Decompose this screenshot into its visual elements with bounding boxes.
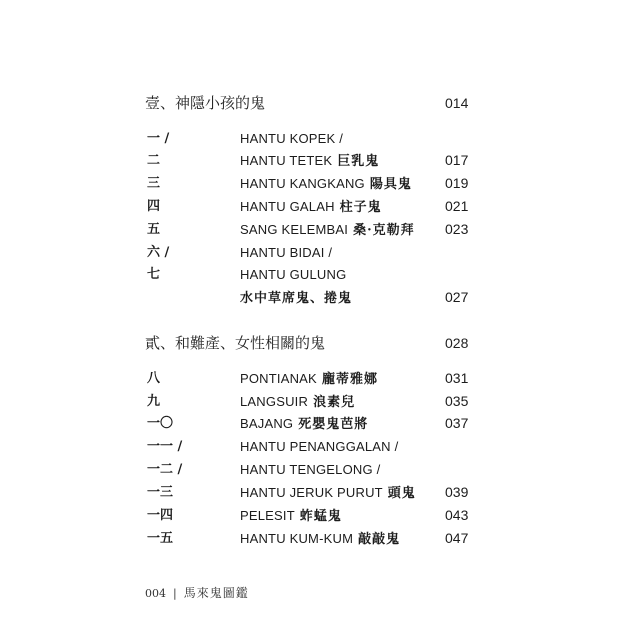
- entry-chinese-name: 桑·克勒拜: [353, 223, 415, 238]
- entry-name: HANTU GULUNG: [240, 267, 347, 282]
- entry-number: 一二 /: [147, 462, 183, 477]
- entry-chinese-name: 水中草席鬼、捲鬼: [240, 291, 353, 306]
- entry-page: 017: [445, 152, 469, 168]
- entry-title: [240, 149, 379, 173]
- entry-name: HANTU KANGKANG: [240, 176, 365, 191]
- entry-number: 二: [147, 153, 161, 168]
- toc-entry: [0, 527, 640, 550]
- entry-chinese-name: 頭鬼: [387, 486, 416, 501]
- entry-name: PONTIANAK: [240, 371, 317, 386]
- entry-number: 八: [147, 371, 161, 386]
- toc-entry: [0, 241, 640, 264]
- entry-chinese-name: 敲敲鬼: [358, 532, 401, 547]
- entry-title: [240, 458, 385, 482]
- entry-title: [240, 172, 412, 196]
- footer-page-number: 004: [145, 587, 166, 600]
- footer-book-title: 馬來鬼圖鑑: [183, 586, 249, 600]
- entry-chinese-name: 柱子鬼: [339, 200, 382, 215]
- entry-page: 027: [445, 289, 469, 305]
- entry-name: HANTU KUM-KUM: [240, 531, 354, 546]
- entry-page: 019: [445, 175, 469, 191]
- entry-title: [240, 286, 352, 310]
- footer-separator: |: [173, 587, 177, 600]
- entry-number: 九: [147, 394, 161, 409]
- toc-section-heading: [0, 330, 640, 356]
- entry-page: 043: [445, 507, 469, 523]
- entry-name: HANTU TETEK: [240, 153, 333, 168]
- entry-title: [240, 367, 378, 391]
- toc-entry: [0, 412, 640, 435]
- entry-title: [240, 263, 351, 287]
- entry-page: 023: [445, 221, 469, 237]
- entry-number: 一三: [147, 485, 174, 500]
- toc-entry: [0, 435, 640, 458]
- entry-number: 一一 /: [147, 439, 183, 454]
- entry-number: 一四: [147, 508, 174, 523]
- toc-entry: [0, 149, 640, 172]
- entry-page: 037: [445, 415, 469, 431]
- toc-entry: [0, 263, 640, 286]
- entry-number: 三: [147, 176, 161, 191]
- entry-name: HANTU KOPEK /: [240, 131, 344, 146]
- toc-entry: [0, 481, 640, 504]
- entry-title: [240, 127, 348, 151]
- section-heading-text: 壹、神隱小孩的鬼: [145, 94, 266, 112]
- entry-name: HANTU TENGELONG /: [240, 462, 381, 477]
- entry-page: 047: [445, 530, 469, 546]
- entry-chinese-name: 浪素兒: [313, 395, 356, 410]
- entry-title: [240, 435, 403, 459]
- entry-name: LANGSUIR: [240, 394, 309, 409]
- entry-name: HANTU BIDAI /: [240, 245, 333, 260]
- section-heading-page: 014: [445, 95, 469, 111]
- entry-name: BAJANG: [240, 416, 294, 431]
- entry-page: 035: [445, 393, 469, 409]
- entry-title: [240, 195, 382, 219]
- entry-page: 021: [445, 198, 469, 214]
- section-heading-page: 028: [445, 335, 469, 351]
- toc-section-heading: [0, 90, 640, 116]
- entry-number: 一〇: [147, 416, 174, 431]
- entry-title: [240, 481, 416, 505]
- entry-chinese-name: 死嬰鬼芭將: [298, 417, 369, 432]
- entry-chinese-name: 巨乳鬼: [337, 154, 380, 169]
- entry-title: [240, 504, 342, 528]
- entry-name: HANTU PENANGGALAN /: [240, 439, 399, 454]
- entry-title: [240, 390, 355, 414]
- entry-page: 039: [445, 484, 469, 500]
- toc-entry: [0, 195, 640, 218]
- toc-entry: [0, 286, 640, 309]
- entry-name: HANTU GALAH: [240, 199, 335, 214]
- entry-number: 五: [147, 222, 161, 237]
- entry-chinese-name: 蚱蜢鬼: [299, 509, 342, 524]
- entry-chinese-name: 陽具鬼: [369, 177, 412, 192]
- toc-entry: [0, 218, 640, 241]
- entry-number: 四: [147, 199, 161, 214]
- entry-title: [240, 527, 400, 551]
- toc-entry: [0, 390, 640, 413]
- toc-entry: [0, 127, 640, 150]
- entry-name: HANTU JERUK PURUT: [240, 485, 383, 500]
- entry-name: PELESIT: [240, 508, 295, 523]
- entry-number: 一五: [147, 531, 174, 546]
- entry-number: 七: [147, 267, 161, 282]
- entry-name: SANG KELEMBAI: [240, 222, 349, 237]
- entry-number: 六 /: [147, 245, 170, 260]
- entry-title: [240, 241, 337, 265]
- toc-entry: [0, 504, 640, 527]
- toc-entry: [0, 172, 640, 195]
- entry-chinese-name: 龐蒂雅娜: [321, 372, 378, 387]
- entry-number: 一 /: [147, 131, 170, 146]
- entry-title: [240, 218, 415, 242]
- toc-entry: [0, 458, 640, 481]
- entry-title: [240, 412, 368, 436]
- page-footer: [145, 585, 249, 601]
- entry-page: 031: [445, 370, 469, 386]
- section-heading-text: 貳、和難產、女性相關的鬼: [145, 334, 326, 352]
- toc-entry: [0, 367, 640, 390]
